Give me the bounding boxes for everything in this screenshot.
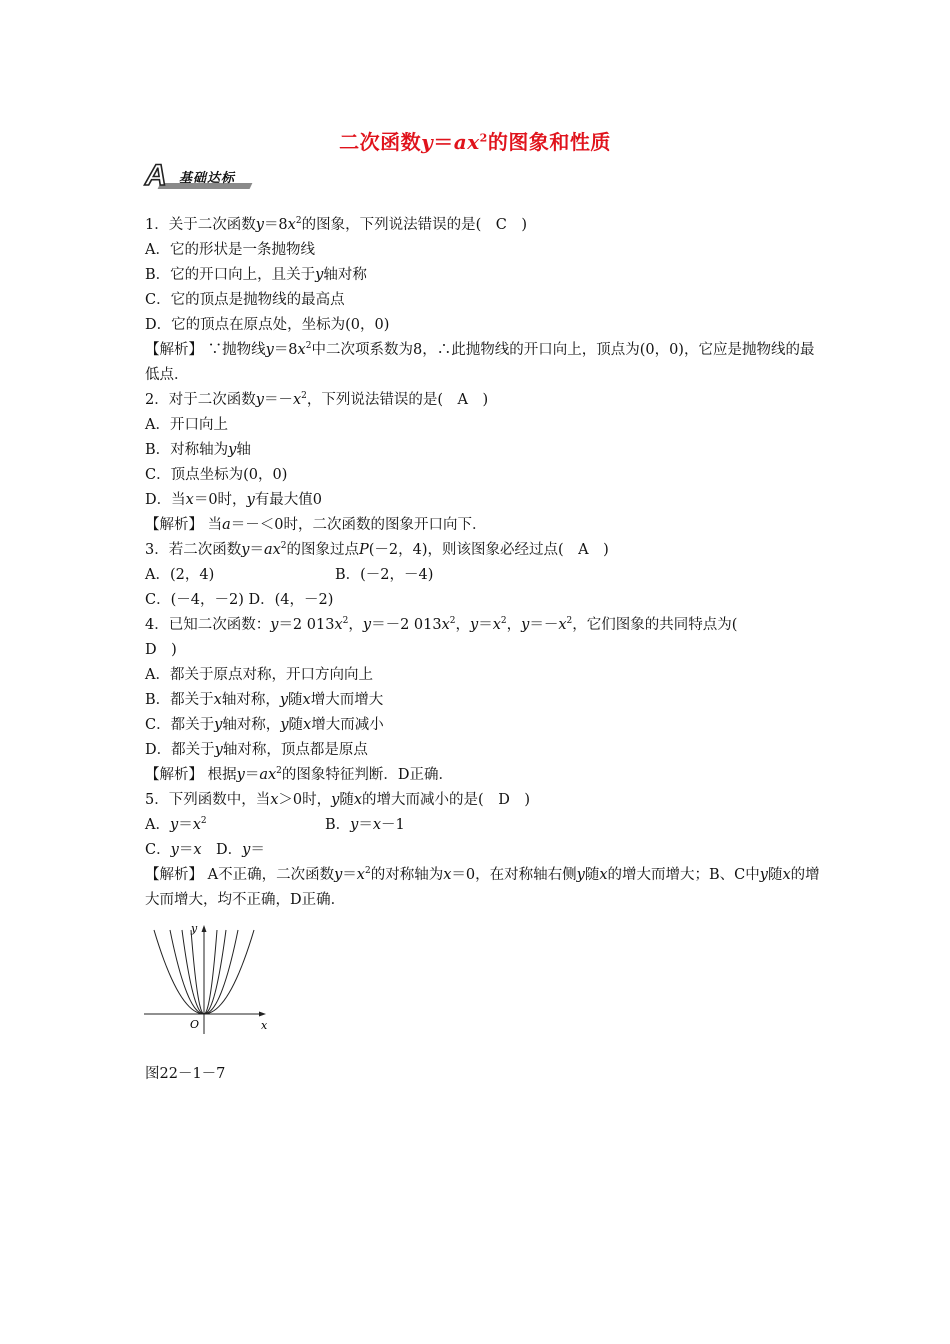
x-axis-label: x	[261, 1019, 268, 1032]
q1-stem: 1．关于二次函数$y=8x^2$的图象，下列说法错误的是( C )	[145, 216, 528, 233]
q5-options-cd: C．y＝x D．y＝	[145, 842, 265, 858]
q4-option-a: A．都关于原点对称，开口方向向上	[145, 667, 373, 683]
q1-option-a: A．它的形状是一条抛物线	[145, 242, 315, 258]
q1-analysis: 【解析】 ∵抛物线$y=8x^2$中二次项系数为8，∴此抛物线的开口向上，顶点为(0，0)，它应是抛物线的最低点．	[145, 341, 815, 383]
q2-option-b: B．对称轴为y轴	[145, 442, 251, 458]
q3-option-a: A．(2，4)	[145, 567, 215, 583]
question-list	[145, 213, 820, 913]
q2-option-c: C．顶点坐标为(0，0)	[145, 467, 288, 483]
q3-options-ab	[145, 563, 820, 588]
y-axis-label: y	[191, 922, 198, 935]
q1-option-c: C．它的顶点是抛物线的最高点	[145, 292, 345, 308]
figure-caption: 图22－1－7	[145, 1066, 226, 1082]
origin-label: O	[190, 1018, 200, 1031]
q4-analysis: 【解析】 根据$y=ax^2$的图象特征判断．D正确．	[145, 766, 453, 783]
parabola-figure	[140, 922, 270, 1052]
q4-stem: 4．已知二次函数：y＝2 $013x^2$，y＝－2 $013x^2$，$y=x^2$，$y=-x^2$，它们图象的共同特点为(	[145, 616, 738, 633]
q4-answer: D )	[145, 642, 177, 658]
q3-option-b: B．(－2，－4)	[335, 567, 434, 583]
section-badge	[145, 159, 253, 193]
q3-stem: 3．若二次函数$y=ax^2$的图象过点P(－2，4)，则该图象必经过点( A )	[145, 541, 609, 558]
q5-options-ab	[145, 813, 820, 838]
q1-option-d: D．它的顶点在原点处，坐标为(0，0)	[145, 317, 390, 333]
page-title: 二次函数$y=ax^2$的图象和性质	[339, 130, 611, 154]
q5-stem: 5．下列函数中，当x＞0时，y随x的增大而减小的是( D )	[145, 792, 530, 808]
q5-option-b: B．y＝x－1	[325, 817, 405, 833]
q3-options-cd: C．(－4，－2) D．(4，－2)	[145, 592, 334, 608]
y-axis-arrow-icon	[202, 925, 207, 932]
badge-label: 基础达标	[179, 171, 236, 186]
q4-option-c: C．都关于y轴对称，y随x增大而减小	[145, 717, 384, 733]
badge-letter: A	[145, 159, 167, 192]
q5-option-a: A．$y=x^2$	[145, 816, 207, 833]
x-axis-arrow-icon	[259, 1012, 266, 1017]
q2-stem: 2．对于二次函数$y=-x^2$，下列说法错误的是( A )	[145, 391, 489, 408]
q2-option-d: D．当x＝0时，y有最大值0	[145, 492, 322, 508]
q2-analysis: 【解析】 当a＝－＜0时，二次函数的图象开口向下．	[145, 517, 487, 533]
q4-option-d: D．都关于y轴对称，顶点都是原点	[145, 742, 368, 758]
q5-analysis: 【解析】 A不正确，二次函数$y=x^2$的对称轴为x＝0，在对称轴右侧y随x的增大而增大；B、C中y随x的增大而增大，均不正确，D正确．	[145, 866, 820, 908]
q2-option-a: A．开口向上	[145, 417, 228, 433]
q1-option-b: B．它的开口向上，且关于y轴对称	[145, 267, 367, 283]
q4-option-b: B．都关于x轴对称，y随x增大而增大	[145, 692, 384, 708]
